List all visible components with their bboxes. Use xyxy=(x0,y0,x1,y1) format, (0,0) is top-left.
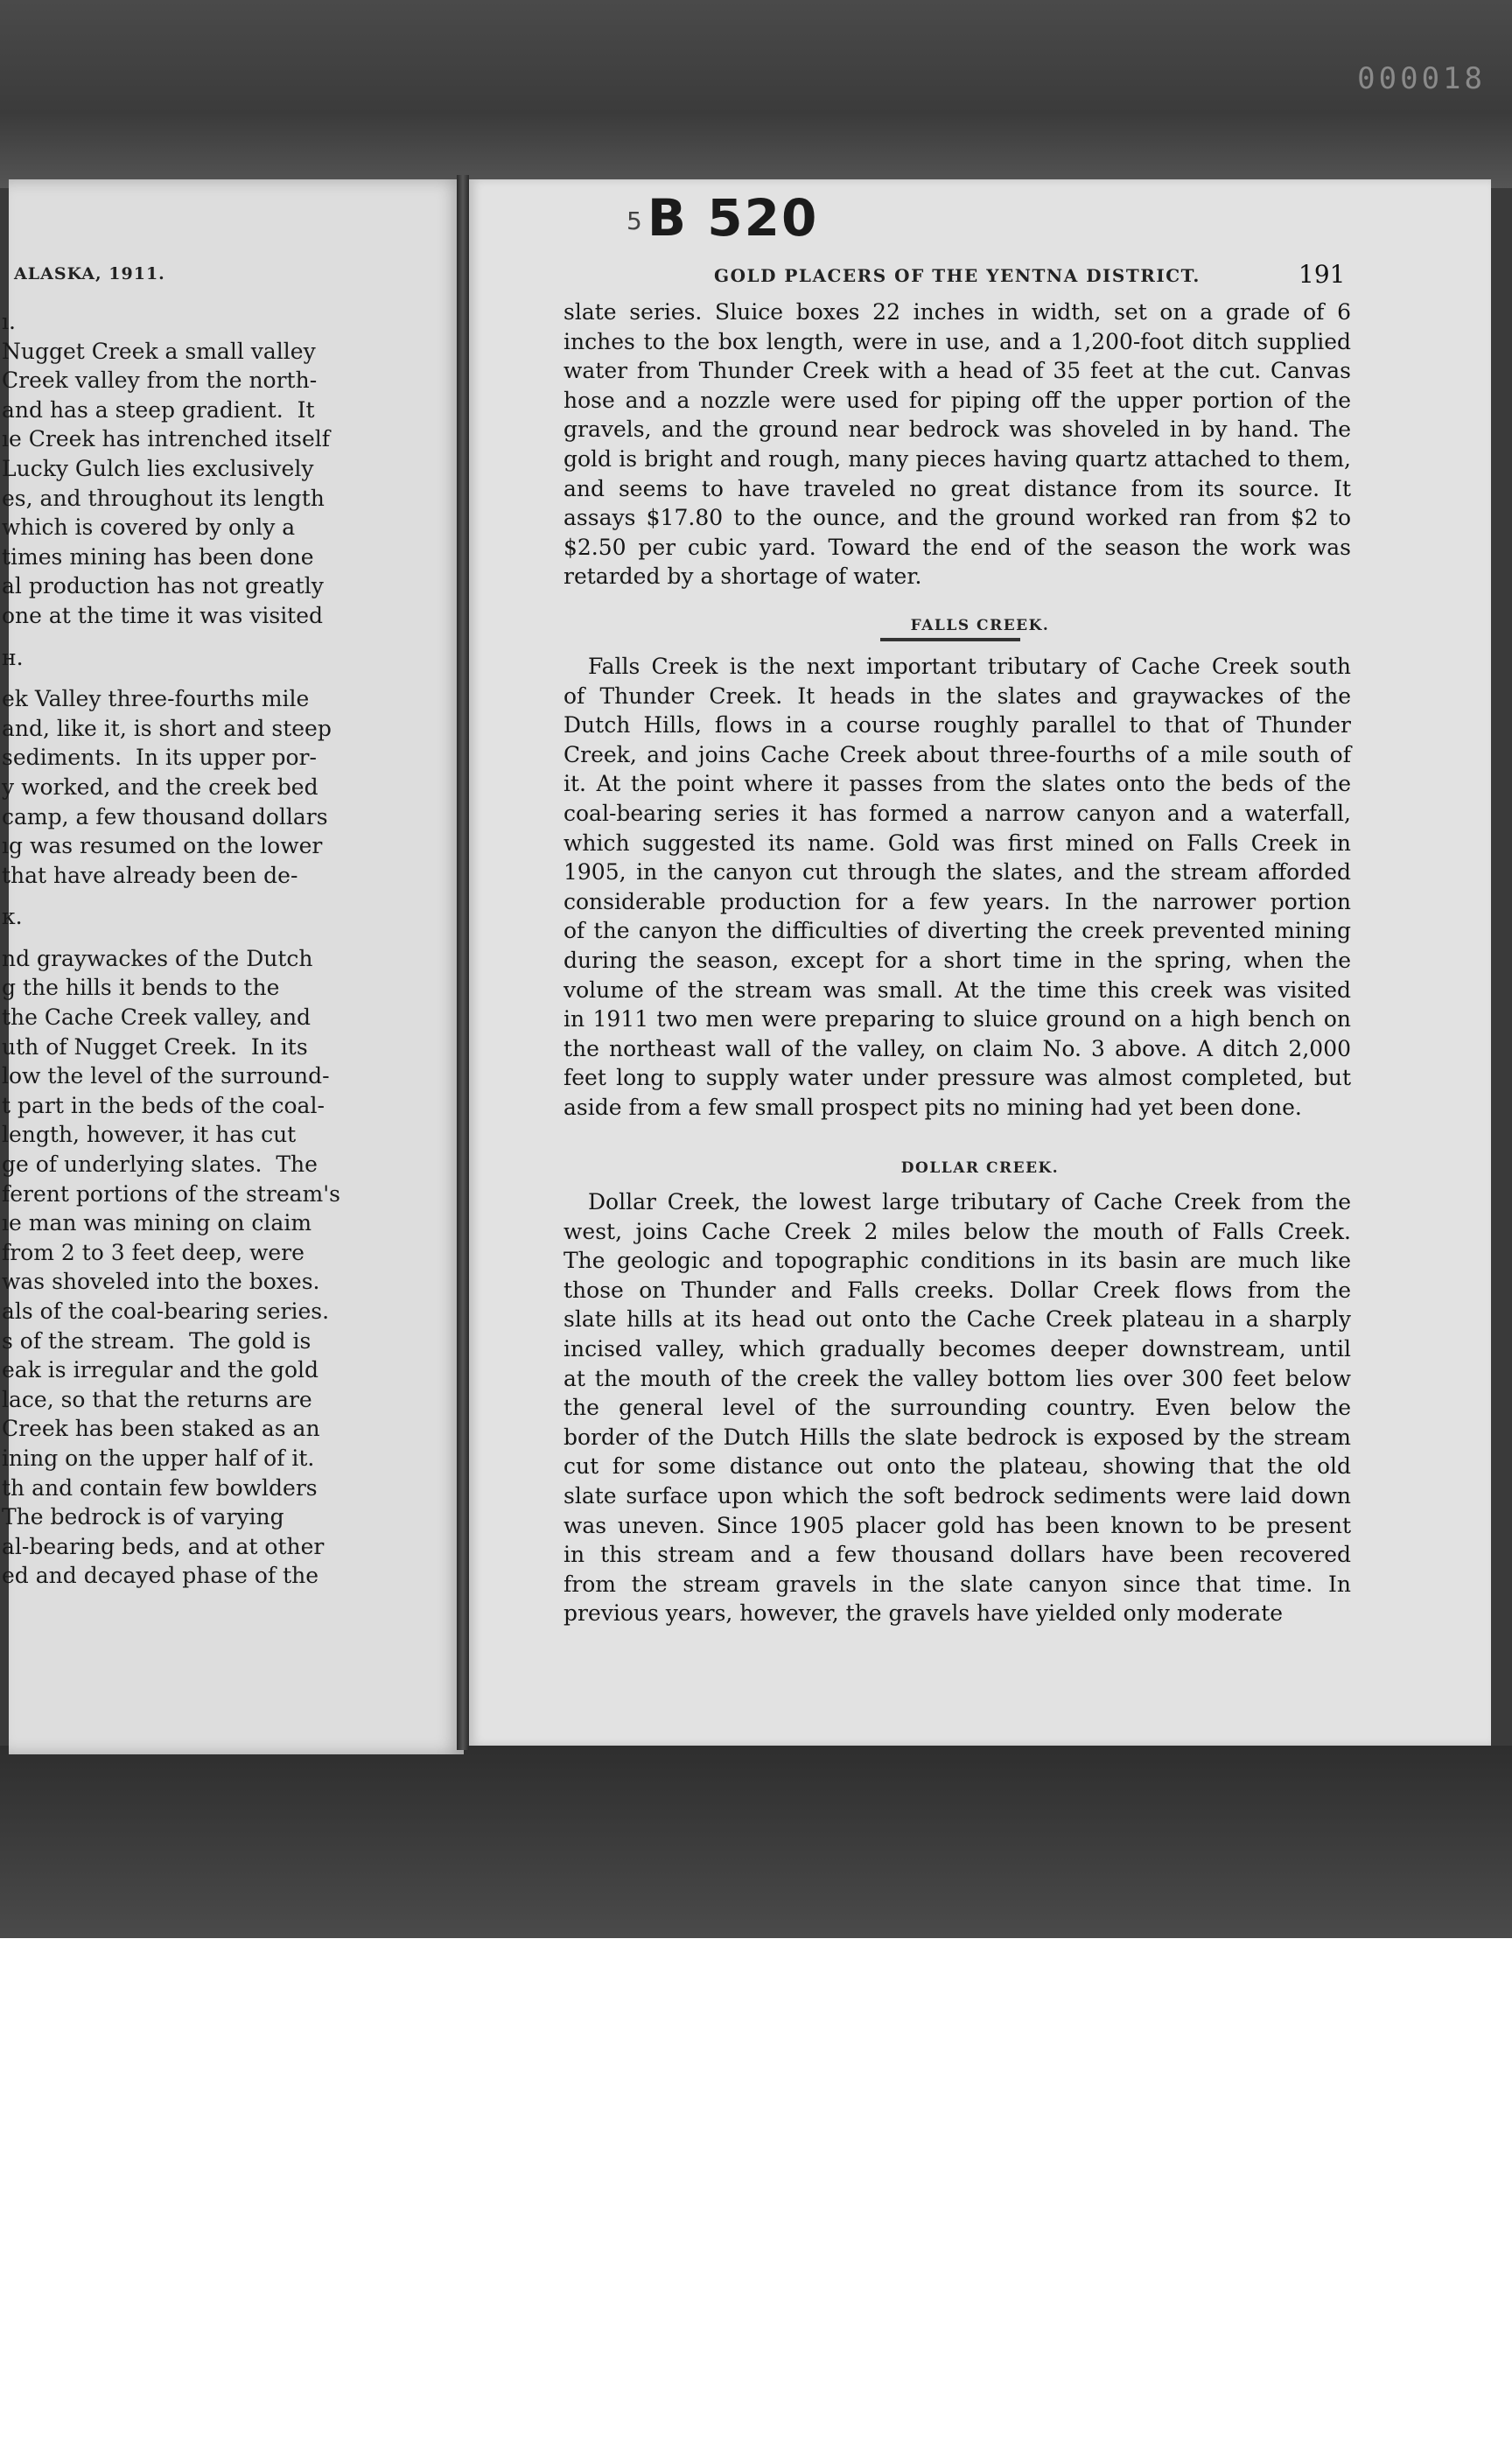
handwritten-note: B 520 xyxy=(647,188,819,248)
corner-stamp-number: 000018 xyxy=(1357,61,1486,96)
left-text-line: al production has not greatly xyxy=(2,573,324,599)
left-text-line: camp, a few thousand dollars xyxy=(2,803,328,830)
dollar-text-line: The geologic and topographic conditions in its basin are much like xyxy=(564,1248,1351,1274)
falls-text-line: Falls Creek is the next important tributary of Cache Creek south xyxy=(588,654,1351,679)
left-text-line: ıe Creek has intrenched itself xyxy=(2,426,331,452)
book-spine xyxy=(457,175,469,1750)
dollar-text-line: previous years, however, the gravels have yielded only moderate xyxy=(564,1600,1284,1627)
left-text-line: al-bearing beds, and at other xyxy=(2,1533,325,1559)
left-text-line: Lucky Gulch lies exclusively xyxy=(2,455,314,481)
falls-creek-heading: FALLS CREEK. xyxy=(910,617,1050,634)
falls-text-line: considerable production for a few years. In the narrower portion xyxy=(564,888,1351,914)
left-text-line: ed and decayed phase of the xyxy=(2,1563,319,1589)
left-text-line: ge of underlying slates. The xyxy=(2,1152,318,1178)
left-page xyxy=(2,179,464,1754)
left-text-line: Creek has been staked as an xyxy=(2,1416,320,1442)
falls-text-line: 1905, in the canyon cut through the slates, and the stream afforded xyxy=(564,859,1351,886)
left-text-line: als of the coal-bearing series. xyxy=(2,1298,330,1324)
left-text-line: lace, so that the returns are xyxy=(2,1386,312,1412)
right-page xyxy=(469,179,1491,1746)
left-text-line xyxy=(2,672,334,684)
dollar-text-line: west, joins Cache Creek 2 miles below the mouth of Falls Creek. xyxy=(564,1218,1351,1244)
left-text-line: Creek valley from the north- xyxy=(2,368,318,394)
falls-text-line: aside from a few small prospect pits no mining had yet been done. xyxy=(564,1094,1302,1120)
left-text-line: th and contain few bowlders xyxy=(2,1474,318,1501)
falls-text-line: feet long to supply water under pressure was almost completed, but xyxy=(564,1065,1351,1091)
falls-text-line: Creek, and joins Cache Creek about three-fourths of a mile south of xyxy=(564,741,1351,767)
left-text-line: times mining has been done xyxy=(2,543,314,570)
right-running-header: GOLD PLACERS OF THE YENTNA DISTRICT. xyxy=(714,265,1200,286)
falls-text-line: of the canyon the difficulties of diverting the creek prevented mining xyxy=(564,918,1351,944)
left-text-line: t part in the beds of the coal- xyxy=(2,1092,325,1118)
falls-text-line: during the season, except for a short time in the spring, when the xyxy=(564,947,1351,973)
falls-text-line: in 1911 two men were preparing to sluice ground on a high bench on xyxy=(564,1006,1351,1032)
dollar-creek-heading: DOLLAR CREEK. xyxy=(900,1159,1060,1177)
dollar-text-line: at the mouth of the creek the valley bottom lies over 300 feet below xyxy=(564,1365,1351,1391)
left-text-line: н. xyxy=(2,644,24,670)
left-text-line: y worked, and the creek bed xyxy=(2,774,318,800)
left-text-line: was shoveled into the boxes. xyxy=(2,1269,320,1295)
page-number: 191 xyxy=(1298,260,1346,289)
dollar-creek-paragraph xyxy=(564,1187,1351,1628)
dollar-text-line: border of the Dutch Hills the slate bedrock is exposed by the stream xyxy=(564,1424,1351,1450)
left-text-line: which is covered by only a xyxy=(2,514,296,541)
left-text-line: sediments. In its upper por- xyxy=(2,745,317,771)
falls-text-line: coal-bearing series it has formed a narrow canyon and a waterfall, xyxy=(564,800,1351,826)
scan-bottom-border xyxy=(0,1746,1512,1938)
falls-text-line: it. At the point where it passes from the slates onto the beds of the xyxy=(564,771,1351,797)
falls-text-line: volume of the stream was small. At the time this creek was visited xyxy=(564,976,1351,1003)
dollar-text-line: slate hills at its head out onto the Cache Creek plateau in a sharply xyxy=(564,1306,1351,1333)
left-text-line: g the hills it bends to the xyxy=(2,975,280,1001)
intro-text-line: gravels, and the ground near bedrock was shoveled in by hand. The xyxy=(564,416,1351,443)
dollar-text-line: in this stream and a few thousand dollars have been recovered xyxy=(564,1542,1351,1568)
intro-text-line: assays $17.80 to the ounce, and the ground worked ran from $2 to xyxy=(564,505,1351,531)
intro-text-line: inches to the box length, were in use, and a 1,200-foot ditch supplied xyxy=(564,328,1351,354)
left-text-line: one at the time it was visited xyxy=(2,602,324,628)
dollar-text-line: the general level of the surrounding country. Even below the xyxy=(564,1395,1351,1421)
falls-text-line: which suggested its name. Gold was first mined on Falls Creek in xyxy=(564,830,1351,856)
dollar-text-line: was uneven. Since 1905 placer gold has been known to be present xyxy=(564,1512,1351,1538)
intro-text-line: $2.50 per cubic yard. Toward the end of the season the work was xyxy=(564,534,1351,560)
dollar-text-line: those on Thunder and Falls creeks. Dollar Creek flows from the xyxy=(564,1277,1351,1303)
left-text-line xyxy=(2,932,334,944)
dollar-text-line: Dollar Creek, the lowest large tributary of Cache Creek from the xyxy=(588,1189,1351,1214)
left-text-line: nd graywackes of the Dutch xyxy=(2,945,313,971)
dollar-text-line: from the stream gravels in the slate canyon since that time. In xyxy=(564,1571,1351,1597)
left-text-line: length, however, it has cut xyxy=(2,1122,297,1148)
left-text-line: low the level of the surround- xyxy=(2,1063,330,1089)
handwritten-prefix: 5 xyxy=(626,206,644,236)
left-text-line: ıg was resumed on the lower xyxy=(2,833,323,859)
intro-text-line: and seems to have traveled no great distance from its source. It xyxy=(564,475,1351,501)
left-text-line: eak is irregular and the gold xyxy=(2,1357,319,1383)
left-text-line: ferent portions of the stream's xyxy=(2,1180,340,1207)
left-text-line: and has a steep gradient. It xyxy=(2,396,315,423)
handwritten-annotation xyxy=(626,188,818,248)
intro-text-line: slate series. Sluice boxes 22 inches in width, set on a grade of 6 xyxy=(564,299,1351,325)
falls-creek-paragraph xyxy=(564,652,1351,1123)
left-text-line: the Cache Creek valley, and xyxy=(2,1004,312,1031)
left-text-line: Nugget Creek a small valley xyxy=(2,338,316,364)
intro-text-line: water from Thunder Creek with a head of 35 feet at the cut. Canvas xyxy=(564,358,1351,384)
left-text-line: and, like it, is short and steep xyxy=(2,715,332,741)
falls-text-line: the northeast wall of the valley, on claim No. 3 above. A ditch 2,000 xyxy=(564,1035,1351,1061)
left-text-line: ining on the upper half of it. xyxy=(2,1445,315,1471)
intro-text-line: gold is bright and rough, many pieces having quartz attached to them, xyxy=(564,445,1351,472)
left-text-line: that have already been de- xyxy=(2,862,298,888)
left-text-line xyxy=(2,631,334,643)
intro-text-line: hose and a nozzle were used for piping off the upper portion of the xyxy=(564,387,1351,413)
left-text-line xyxy=(2,890,334,902)
left-text-line: ıe man was mining on claim xyxy=(2,1210,312,1236)
dollar-text-line: cut for some distance out onto the plateau, showing that the old xyxy=(564,1453,1351,1480)
left-text-line: uth of Nugget Creek. In its xyxy=(2,1033,308,1060)
left-text-line: ek Valley three-fourths mile xyxy=(2,686,310,712)
dollar-text-line: slate surface upon which the soft bedrock sediments were laid down xyxy=(564,1482,1351,1508)
scan-top-border xyxy=(0,0,1512,188)
left-text-line: к. xyxy=(2,904,23,930)
falls-text-line: Dutch Hills, flows in a course roughly parallel to that of Thunder xyxy=(564,712,1351,738)
left-text-line: from 2 to 3 feet deep, were xyxy=(2,1239,304,1265)
dollar-text-line: incised valley, which gradually becomes deeper downstream, until xyxy=(564,1335,1351,1362)
left-text-line: ı. xyxy=(2,309,16,334)
left-text-line: The bedrock is of varying xyxy=(2,1504,284,1530)
left-page-text xyxy=(2,307,340,1591)
intro-paragraph xyxy=(564,298,1351,592)
left-text-line: s of the stream. The gold is xyxy=(2,1327,312,1354)
falls-text-line: of Thunder Creek. It heads in the slates and graywackes of the xyxy=(564,682,1351,709)
left-text-line: es, and throughout its length xyxy=(2,485,325,511)
falls-heading-underline xyxy=(880,638,1020,641)
left-running-header: ALASKA, 1911. xyxy=(14,264,165,284)
intro-text-line: retarded by a shortage of water. xyxy=(564,564,922,590)
